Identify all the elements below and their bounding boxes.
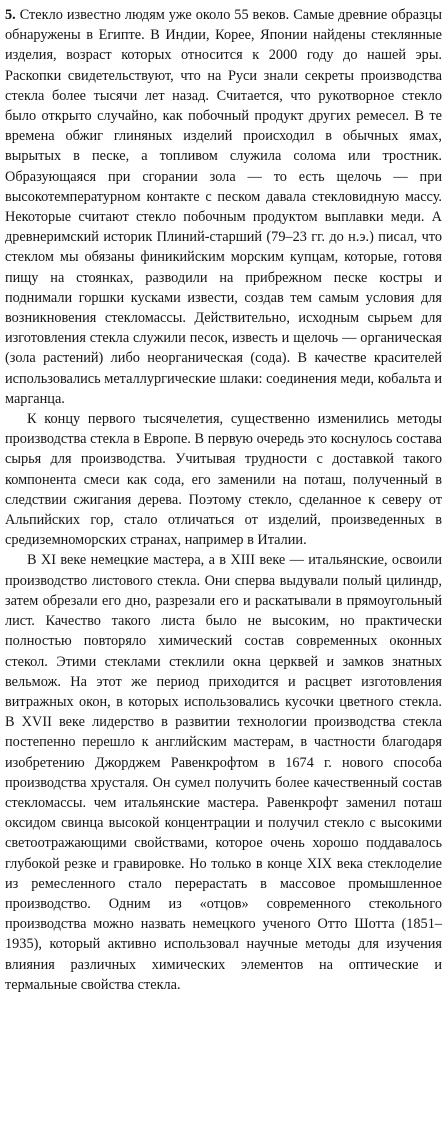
paragraph-2: К концу первого тысячелетия, существенно изменились методы производства стекла в Европе. В первую очередь это коснулось состава сырья для производства. Учитывая трудности с доставкой такого компонента смеси как сода, его заменили на поташ, полученный в следствии сжигания дерева. Поэтому стекло, сделанное к северу от Альпийских гор, стало отличаться от изделий, произведенных в средиземноморских странах, например в Италии. — [5, 411, 442, 549]
task-number: 5. — [5, 7, 16, 23]
paragraph-3: В XI веке немецкие мастера, а в XIII веке — итальянские, освоили производство листового стекла. Они сперва выдували полый цилиндр, затем обрезали его дно, разрезали его и раскатывали в прямоугольный лист. Качество такого листа было не высоким, но практически полностью повторяло химический состав современных оконных стекол. Этими стеклами стеклили окна церквей и замков знатных вельмож. На этот же период приходится и расцвет изготовления витражных окон, в которых использовались кусочки цветного стекла. В XVII веке лидерство в развитии технологии производства стекла постепенно перешло к английским мастерам, в частности благодаря изобретению Джорджем Равенкрофтом в 1674 г. нового способа производства хрусталя. Он сумел получить более качественный состав стекломассы. чем итальянские мастера. Равенкрофт заменил поташ оксидом свинца высокой концентрации и получил стекло с высокими светоотражающими свойствами, которое очень хорошо поддавалось глубокой резке и гравировке. Но только в конце XIX века стеклоделие из ремесленного стало перерастать в массовое промышленное производство. Одним из «отцов» современного стекольного производства можно назвать немецкого ученого Отто Шотта (1851–1935), который активно использовал научные методы для изучения влияния различных химических элементов на оптические и термальные свойства стекла. — [5, 552, 442, 993]
paragraph-1-text: Стекло известно людям уже около 55 веков. Самые древние образцы обнаружены в Египте. В Индии, Корее, Японии найдены стеклянные изделия, возраст которых относится к 2000 году до нашей эры. Раскопки свидетельствуют, что на Руси знали секреты производства стекла более тысячи лет назад. Считается, что рукотворное стекло было открыто случайно, как побочный продукт других ремесел. В те времена обжиг глиняных изделий происходил в обычных ямах, вырытых в песке, а топливом служила солома или тростник. Образующаяся при сгорании зола — то есть щелочь — при высокотемпературном контакте с песком давала стекловидную массу. Некоторые считают стекло побочным продуктом выплавки меди. А древнеримский историк Плиний-старший (79–23 гг. до н.э.) писал, что стеклом мы обязаны финикийским морским купцам, которые, готовя пищу на стоянках, разводили на прибрежном песке костры и поднимали горшки кусками извести, создав тем самым условия для возникновения стекломассы. Действительно, исходным сырьем для изготовления стекла служили песок, известь и щелочь — органическая (зола растений) либо неорганическая (сода). В качестве красителей использовались металлургические шлаки: соединения меди, кобальта и марганца. — [5, 7, 442, 407]
paragraph-1 — [5, 5, 442, 409]
